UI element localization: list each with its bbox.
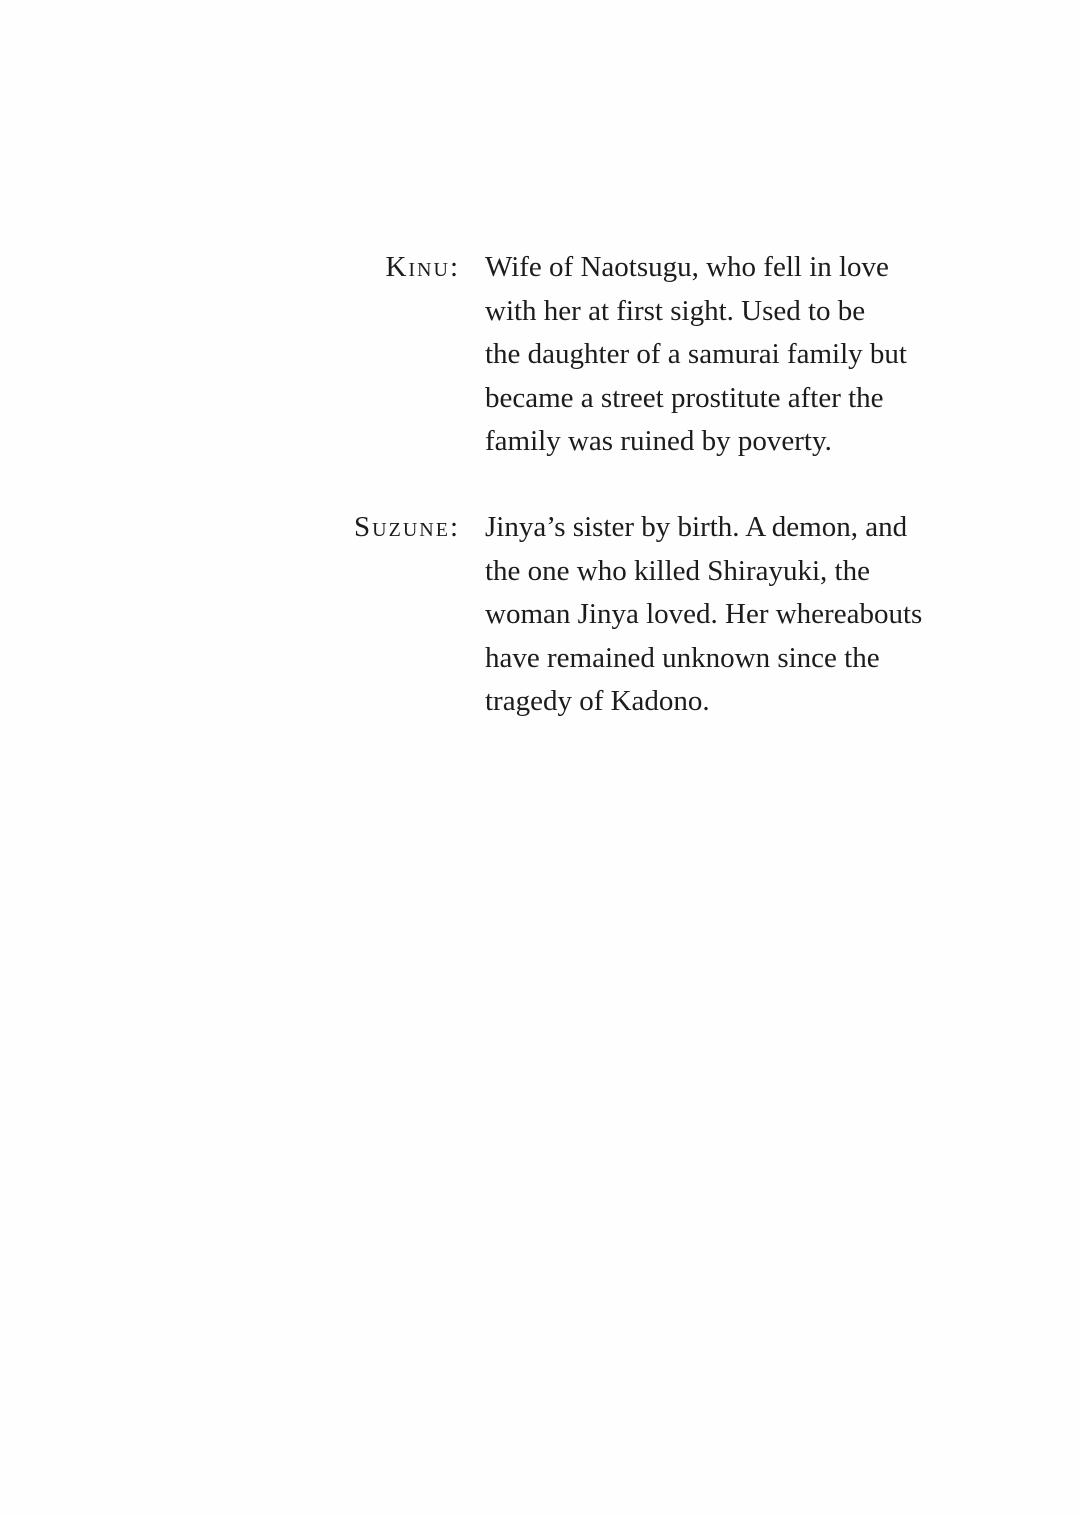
character-description — [485, 246, 907, 464]
description-line: with her at first sight. Used to be — [485, 294, 866, 327]
description-line: woman Jinya loved. Her whereabouts — [485, 598, 923, 630]
description-line: the one who killed Shirayuki, the — [485, 554, 870, 587]
character-name: Suzune: — [354, 511, 460, 543]
description-line: Wife of Naotsugu, who fell in love — [485, 251, 889, 283]
character-description — [485, 506, 922, 724]
description-line: became a street prostitute after the — [485, 381, 884, 414]
description-line: the daughter of a samurai family but — [485, 338, 907, 370]
character-name: Kinu: — [385, 251, 460, 283]
description-line: family was ruined by poverty. — [485, 425, 832, 457]
description-line: tragedy of Kadono. — [485, 685, 710, 717]
description-line: Jinya’s sister by birth. A demon, and — [485, 511, 908, 543]
description-line: have remained unknown since the — [485, 641, 880, 674]
